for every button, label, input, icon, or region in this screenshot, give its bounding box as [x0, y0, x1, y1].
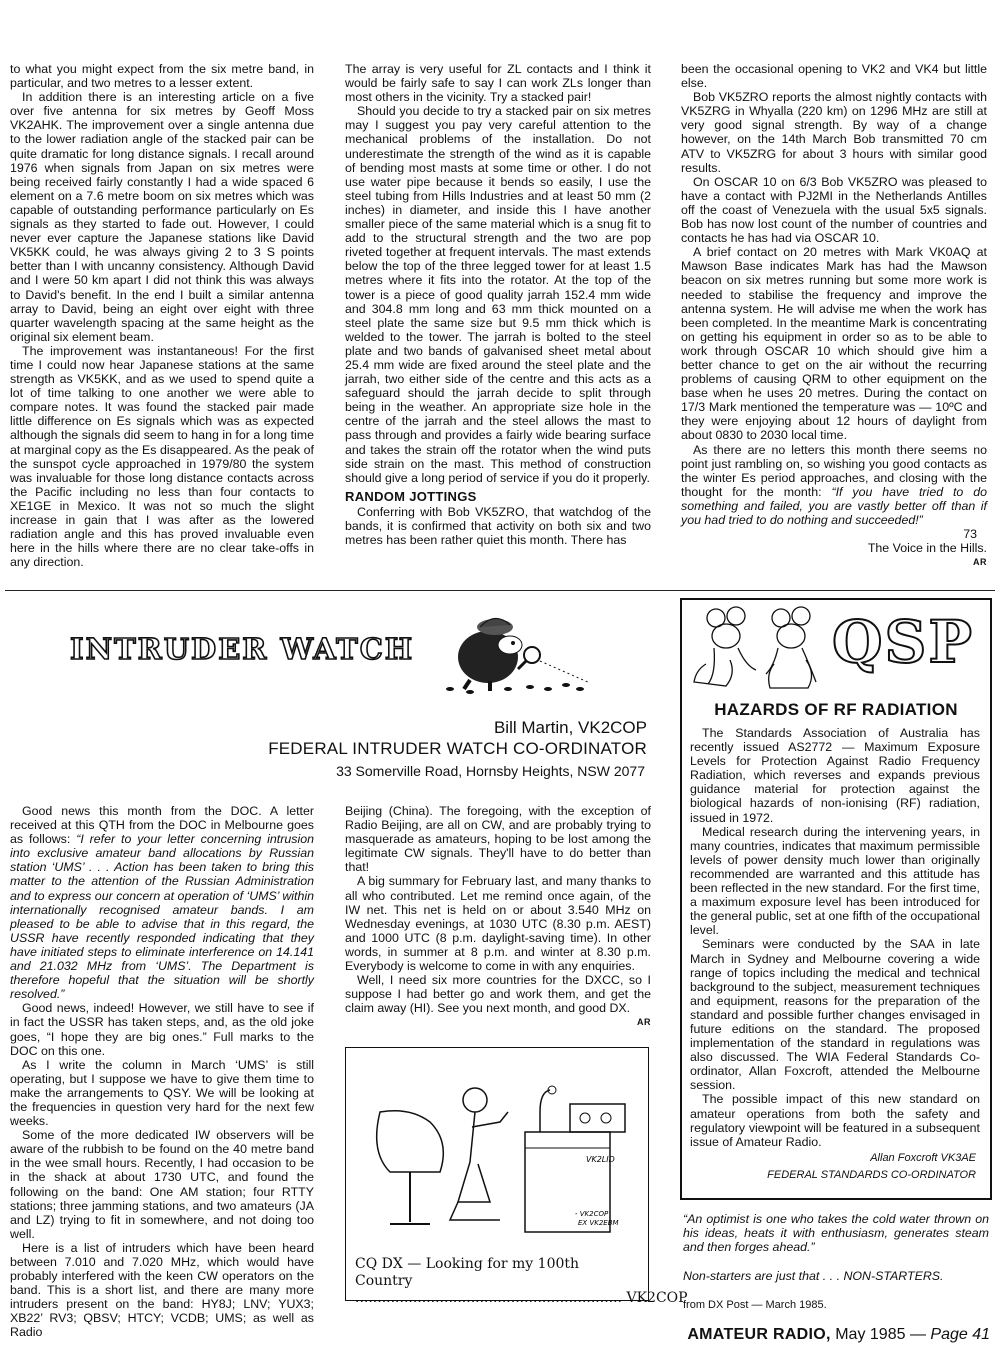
ar-end-mark: AR — [637, 1017, 651, 1028]
sign-off-73: 73 — [963, 527, 977, 542]
paragraph: A brief contact on 20 metres with Mark VK0AQ at Mawson Base indicates Mark has had the Mawson beacon on six metres running but some more work is needed to stabilise the frequency and improve the antenna system. He will advise me when the work has been completed. In the meantime Mark is concentrating on getting his equipment in order so as to be able to work through OSCAR 10 which should give him a better chance to get on the air without the recurring problems of causing QRM to other equipment on the base when he uses 20 metres. During the contact on 17/3 Mark mentioned the temperature was — 10ºC and they were enjoying about 12 hours of daylight from about 0830 to 2030 local time. — [681, 245, 987, 443]
paragraph: The array is very useful for ZL contacts and I think it would be fairly safe to say I can work ZLs longer than most others in the vicinity. Try a stacked pair! — [345, 62, 651, 105]
intruder-watch-title: INTRUDER WATCH — [70, 632, 415, 666]
ar-end-mark: AR — [973, 557, 987, 568]
author-address: 33 Somerville Road, Hornsby Heights, NSW 2077 — [336, 763, 645, 779]
top-column-3 — [681, 62, 987, 569]
intruder-column-1 — [10, 804, 314, 1340]
paragraph: The Standards Association of Australia has recently issued AS2772 — Maximum Exposure Levels for Protection Against Radio Frequency Radiation, which reverses and expands previous guidance material for protection against the biological hazards of non-ionising (RF) radiation, issued in 1972. — [690, 726, 980, 825]
sign-off-name: The Voice in the Hills. — [867, 541, 987, 556]
paragraph: The improvement was instantaneous! For the first time I could now hear Japanese stations at the same strength as VK5KK, and as we used to spend quite a lot of time talking to one another we were able to compare notes. It was found the stacked pair made little difference on Es signals which was as expected although the signals did seem to hang in for a long time at marginal copy as the Es disappeared. As the peak of the sunspot cycle approached in 1979/80 the system was invaluable for those long distance contacts across the Pacific including no less than four contacts to XE1GE in Mexico. It was not so much the slight increase in gain that I was after as the lowered radiation angle and this has proved invaluable even here in the hills where there are no clear take-offs in any direction. — [10, 343, 314, 570]
paragraph: Well, I need six more countries for the DXCC, so I suppose I had better go and work them, and get the claim away (HI). See you next month, and good DX. — [345, 973, 651, 1016]
optimist-quote: “An optimist is one who takes the cold water thrown on his ideas, heats it with enthusiasm, generates steam and then forges ahead.” — [683, 1212, 989, 1255]
quote-source: from DX Post — March 1985. — [683, 1299, 827, 1311]
qsp-heading: HAZARDS OF RF RADIATION — [714, 700, 958, 719]
paragraph: Conferring with Bob VK5ZRO, that watchdog of the bands, it is confirmed that activity on both six and two metres has been rather quiet this month. There has — [345, 504, 651, 548]
paragraph: A big summary for February last, and many thanks to all who contributed. Let me remind once again, of the IW net. This net is held on or about 3.540 MHz on Wednesday evenings, at 1030 UTC (8.30 p.m. AEST) and 1000 UTC (8 p.m. daylight-saving time). In other words, in summer at 8 p.m. and winter at 8.30 p.m. Everybody is welcome to come in with any enquiries. — [345, 874, 651, 974]
section-heading-random-jottings: RANDOM JOTTINGS — [345, 488, 477, 504]
paragraph: On OSCAR 10 on 6/3 Bob VK5ZRO was pleased to have a contact with PJ2MI in the Netherlands Antilles off the coast of Venezuela with the usual 5x5 signals. Bob has now lost count of the number of countries and contacts he has had via OSCAR 10. — [681, 174, 987, 246]
closing-text: As there are no letters this month there seems no point just rambling on, so wishing you good contacts as the winter Es period approaches, and closing with the thought for the month: — [681, 442, 987, 499]
closing-paragraph — [681, 443, 987, 528]
thought-for-month: “If you have tried to do something and failed, you are vastly better off than if you had tried to do nothing and succeeded!” — [681, 484, 987, 527]
paragraph: Beijing (China). The foregoing, with the exception of Radio Beijing, are all on CW, and are probably trying to masquerade as amateurs, hoping to be lost among the legitimate CW signals. They'll have to do better than that! — [345, 804, 651, 875]
paragraph: Seminars were conducted by the SAA in late March in Sydney and Melbourne covering a wide range of topics including the medical and technical background to the subject, measurement techniques and equipment, reasons for the preparation of the standard and possible further changes envisaged in future editions on the standard. The proposed implementation of the standard in regulations was also discussed. The WIA Federal Standards Co-ordinator, Allan Foxcroft, attended the Melbourne session. — [690, 937, 980, 1093]
paragraph: been the occasional opening to VK2 and VK4 but little else. — [681, 62, 987, 91]
caption-line-2: ............................................................ VK2COP — [355, 1290, 688, 1306]
paragraph: Some of the more dedicated IW observers will be aware of the rubbish to be found on the 40 metre band in the wee small hours. Recently, I had occasion to be in the shack at about 1730 UTC, and found the following on the band: One AM station; four RTTY stations; three jamming stations, and two amateurs (JA and LZ) trying to fit in somewhere, and not doing too well. — [10, 1128, 314, 1241]
paragraph: Here is a list of intruders which have been heard between 7.010 and 7.020 MHz, which would have probably interfered with the keen CW operators on the band. This is a short list, and there are many more intruders present on the band: HY8J; LNV; YUX3; XB22’ RV3; QBSV; HTCY; VCDB; UMS; as well as Radio — [10, 1240, 314, 1340]
paragraph: Good news, indeed! However, we still have to see if in fact the USSR has taken steps, and, as the old joke goes, “I hope they are big ones.” Full marks to the DOC on this one. — [10, 1001, 314, 1058]
detective-mascot-illustration — [440, 605, 600, 695]
paragraph: to what you might expect from the six metre band, in particular, and two metres to a lesser extent. — [10, 62, 314, 91]
praying-operator-cartoon — [350, 1052, 644, 1252]
paragraph: Should you decide to try a stacked pair on six metres may I suggest you pay very careful attention to the mechanical problems of the installation. Do not underestimate the strength of the wind as it is capable of bending most masts at some time or other. I do not use water pipe because it bends so easily, I use the steel tubing from Hills Industries and at least 50 mm (2 inches) in diameter, and inside this I have another smaller piece of the same material which is a snug fit to add to the structural strength and the two are pop riveted together at frequent intervals. The mast extends below the top of the three legged tower for at least 1.5 metres where it fits into the rotator. At the top of the tower is a piece of good quality jarrah 152.4 mm wide and 304.8 mm long and 63 mm thick mounted on a steel plate the same size but 9.5 mm thick which is welded to the tower. The jarrah is bolted to the steel plate and two bands of galvanised sheet metal about 25.4 mm wide are fixed around the steel plate and the jarrah, two either side of the centre and this acts as a safeguard should the jarrah decide to split through being in the weather. An appropriate size hole in the centre of the jarrah and the steel allows the mast to pass through and provides a fairly wide bearing surface and takes the strain off the rotator when the wind puts side strain on the mast. This method of construction should give a long period of service if you do it properly. — [345, 104, 651, 485]
paragraph: Bob VK5ZRO reports the almost nightly contacts with VK5ZRG in Whyalla (220 km) on 1296 MHz are still at very good signal strength. By way of a change however, on the 14th March Bob transmitted 70 cm ATV to VK5ZRG for about 3 hours with similar good results. — [681, 90, 987, 175]
paragraph: The possible impact of this new standard on amateur operations from both the safety and regulatory viewpoint will be featured in a subsequent issue of Amateur Radio. — [690, 1092, 980, 1149]
author-role: FEDERAL INTRUDER WATCH CO-ORDINATOR — [268, 739, 647, 758]
rig-label: VK2LID — [586, 1155, 615, 1164]
top-column-1 — [10, 62, 314, 569]
artist-signature-1: - VK2COP — [575, 1210, 609, 1218]
byline — [200, 718, 647, 782]
author-name: Bill Martin, VK2COP — [493, 718, 647, 737]
non-starters-quote: Non-starters are just that . . . NON-STARTERS. — [683, 1269, 944, 1283]
intruder-column-2 — [345, 804, 651, 1030]
top-column-2 — [345, 62, 651, 547]
page-footer — [687, 1326, 990, 1344]
section-divider — [5, 590, 995, 591]
paragraph: Medical research during the intervening years, in many countries, indicates that maximum permissible levels of power density much lower than originally recommended are warranted and this attitude has been reflected in the new standard. For the first time, a maximum exposure level has been introduced for the general public, set at one fifth of the occupational level. — [690, 824, 981, 938]
cartoon-caption — [355, 1256, 688, 1307]
doc-letter-quote: “I refer to your letter concerning intrusion into exclusive amateur band allocations by Russian station ‘UMS’ . . . Action has been taken to bring this matter to the attention of the Russian Administration and to express our concern at operation of ‘UMS’ within internationally recognised amateur bands. I am pleased to be able to advise that in this regard, the USSR have recently responded indicating that they have initiated steps to eliminate interference on 14.141 and 21.032 MHz from ‘UMS’. The Department is therefore hopeful that the situation will be shortly resolved.” — [10, 832, 314, 1002]
letter-intro: Good news this month from the DOC. A letter received at this QTH from the DOC in Melbourne goes as follows: — [10, 804, 314, 847]
page-number: Page 41 — [930, 1326, 990, 1343]
qsp-logo: QSP — [832, 608, 975, 676]
qsp-mice-illustration — [686, 604, 836, 696]
paragraph: As I write the column in March ‘UMS’ is still operating, but I suppose we have to give them time to make the arrangements to QSY. We will be looking at the frequencies in question very hard for the next few weeks. — [10, 1057, 314, 1129]
magazine-name: AMATEUR RADIO, — [687, 1326, 831, 1343]
issue-date: May 1985 — — [830, 1326, 931, 1343]
artist-signature-2: EX VK2EBM — [578, 1219, 619, 1227]
qsp-column — [690, 726, 980, 1182]
paragraph — [10, 804, 314, 1001]
qsp-sign-name: Allan Foxcroft VK3AE — [870, 1151, 976, 1164]
caption-line-1: CQ DX — Looking for my 100th Country — [355, 1256, 580, 1289]
qsp-sign-role: FEDERAL STANDARDS CO-ORDINATOR — [767, 1168, 976, 1181]
paragraph: In addition there is an interesting article on a five over five antenna for six metres by Geoff Moss VK2AHK. The improvement over a single antenna due to the lower radiation angle of the stacked pair can be quite dramatic for long distance signals. I recall around 1976 when signals from Japan on six metres were being received fairly constantly I had a wide spaced 6 element on a 7.6 metre boom on six metres which was capable of outstanding performance particularly on Es signals as they started to fade out. However, I could never ever capture the Japanese stations like David VK5KK could, he was always giving 2 to 3 S points better than I with uncanny consistency. Although David and I were 50 km apart I did not think this was always to David's benefit. In the end I built a similar antenna array to David, being an eight over eight with three quarter wavelength spacing at the same height as the original six element beam. — [10, 90, 314, 344]
